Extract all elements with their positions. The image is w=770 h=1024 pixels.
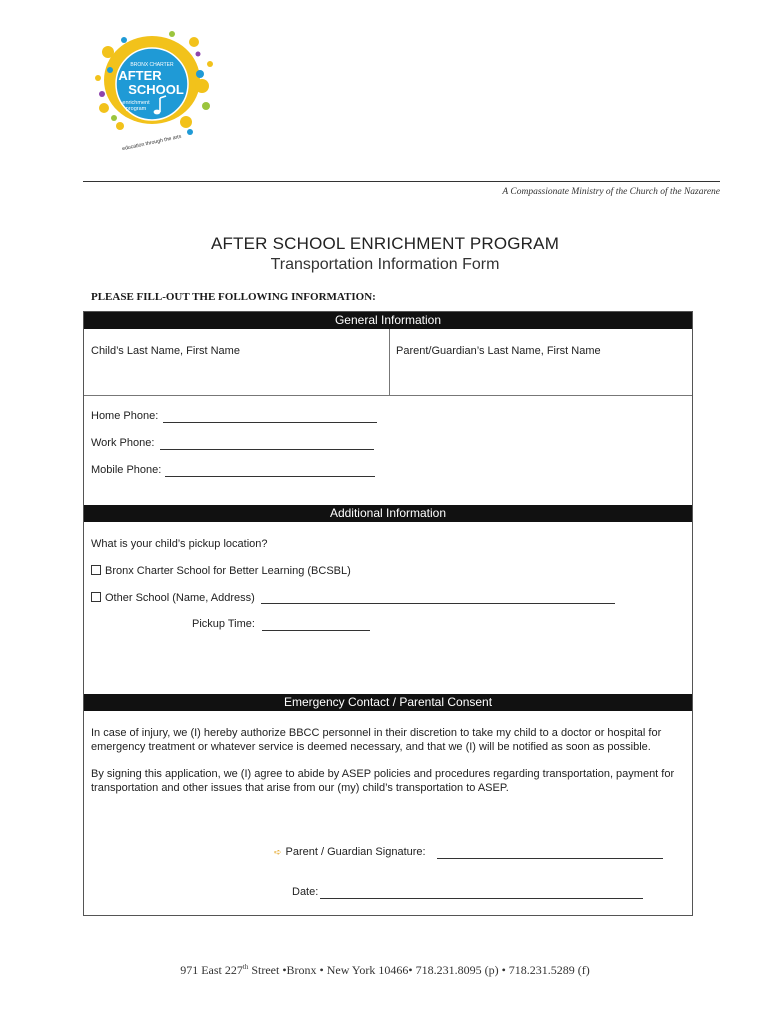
form-title: AFTER SCHOOL ENRICHMENT PROGRAM [210,234,560,253]
checkbox-bcsbl[interactable] [91,565,101,575]
mobile-phone-field[interactable] [165,476,375,477]
fill-instruction: PLEASE FILL-OUT THE FOLLOWING INFORMATION: [91,291,376,303]
option-bcsbl[interactable] [91,565,351,577]
other-school-field[interactable] [261,603,615,604]
parent-name-label: Parent/Guardian’s Last Name, First Name [396,345,601,357]
injury-authorization-text: In case of injury, we (I) hereby authorize BBCC personnel in their discretion to take my child to a doctor or hospital for emergency treatment or whatever service is deemed necessary, and that we (I) will be notified as soon as possible. [91,727,662,753]
pickup-time-label: Pickup Time: [192,618,255,630]
form-container [83,311,693,916]
header-divider [83,181,720,182]
name-column-divider [389,329,390,395]
section-emergency-heading: Emergency Contact / Parental Consent [84,694,692,711]
footer-address: 971 East 227th Street •Bronx • New York 10466• 718.231.8095 (p) • 718.231.5289 (f) [180,963,590,977]
pickup-time-field[interactable] [262,630,370,631]
section-general-heading: General Information [84,312,692,329]
svg-text:enrichment: enrichment [122,100,150,106]
date-field[interactable] [320,898,643,899]
program-logo [90,22,220,162]
svg-text:BRONX CHARTER: BRONX CHARTER [130,62,174,68]
home-phone-field[interactable] [163,422,377,423]
form-subtitle: Transportation Information Form [270,256,500,273]
option-other-school-label: Other School (Name, Address) [105,592,255,604]
work-phone-label: Work Phone: [91,437,155,449]
checkbox-other-school[interactable] [91,592,101,602]
ministry-tagline: A Compassionate Ministry of the Church of the Nazarene [502,187,720,197]
svg-text:program: program [125,106,147,112]
section-additional-heading: Additional Information [84,505,692,522]
signature-field[interactable] [437,858,663,859]
svg-text:SCHOOL: SCHOOL [128,82,184,97]
signature-label-wrap [274,846,426,858]
svg-text:education through the arts: education through the arts [121,133,182,153]
pickup-question: What is your child’s pickup location? [91,538,268,550]
child-name-label: Child’s Last Name, First Name [91,345,240,357]
option-bcsbl-label: Bronx Charter School for Better Learning (BCSBL) [105,565,351,577]
date-label: Date: [292,886,319,898]
svg-text:AFTER: AFTER [118,68,162,83]
signature-label: Parent / Guardian Signature: [285,846,426,858]
work-phone-field[interactable] [160,449,374,450]
home-phone-label: Home Phone: [91,410,159,422]
row-divider [84,395,692,396]
policy-agreement-text: By signing this application, we (I) agree to abide by ASEP policies and procedures regarding transportation, payment for transportation and other issues that arise from our (my) child’s transportation to ASEP. [91,768,675,794]
option-other-school[interactable] [91,592,255,604]
mobile-phone-label: Mobile Phone: [91,464,162,476]
arrow-icon: ➪ [274,847,282,857]
